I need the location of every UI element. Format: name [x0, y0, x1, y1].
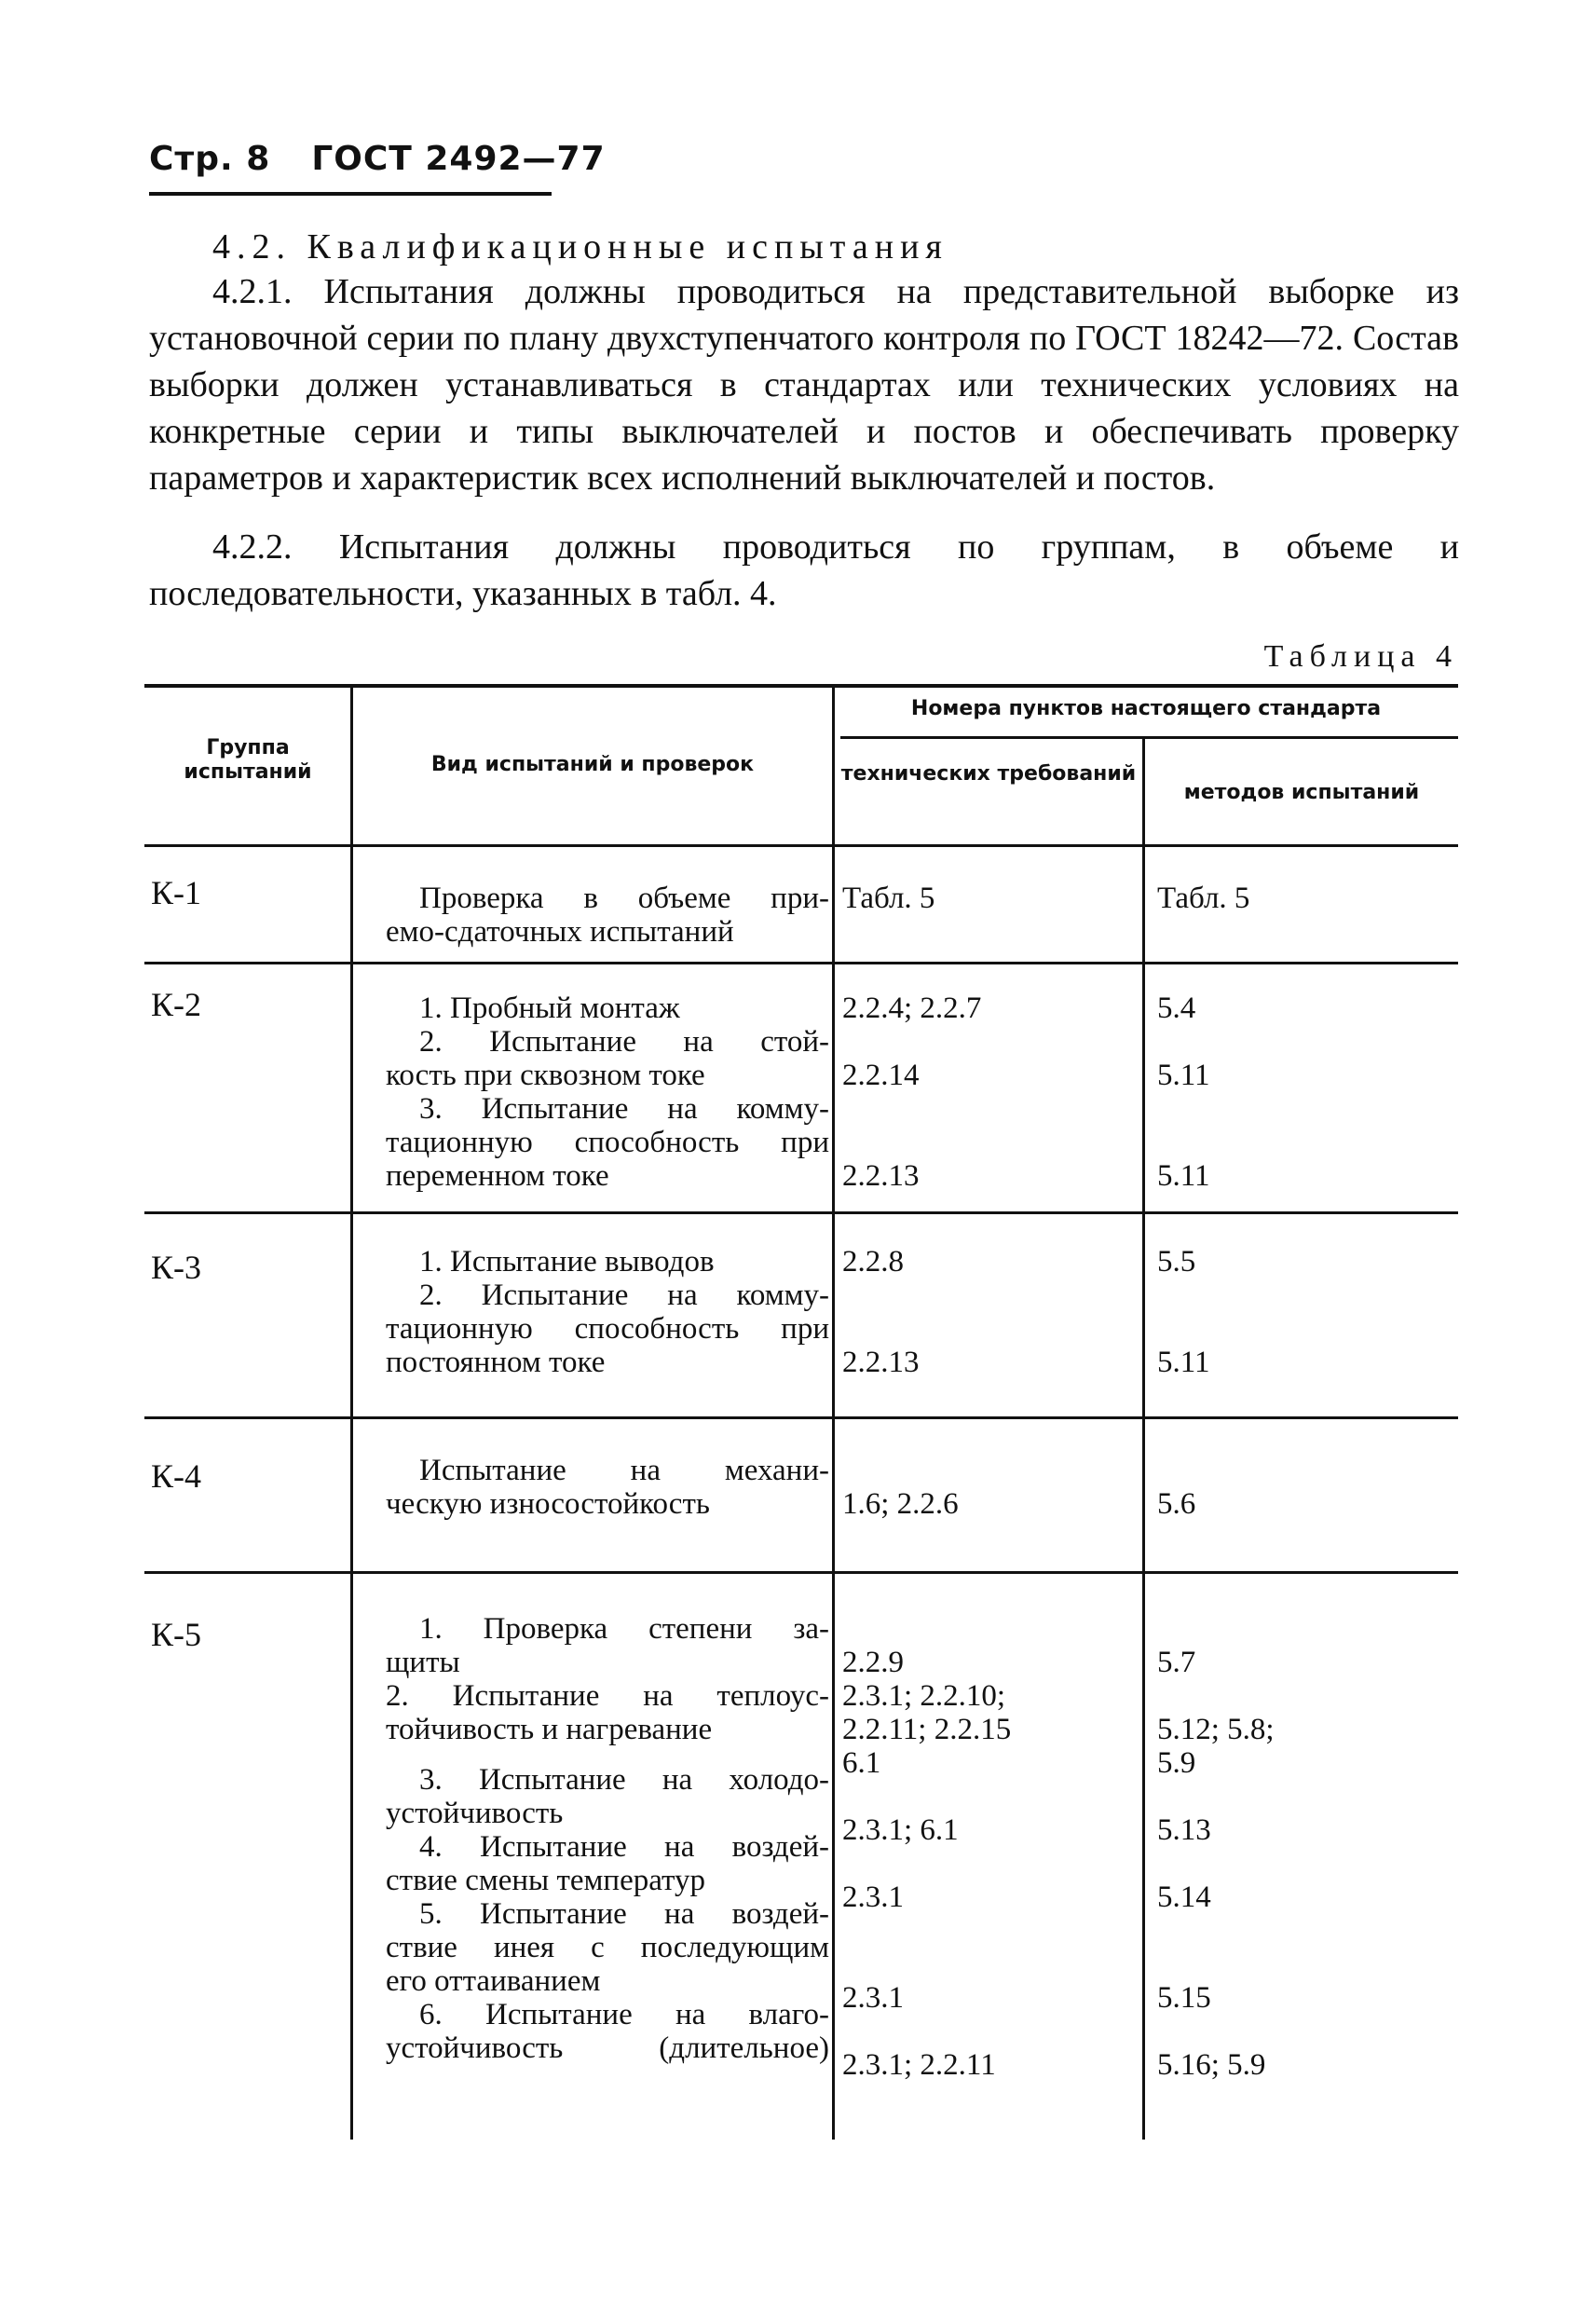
tech-clause: 2.2.8 [842, 1245, 904, 1279]
header-bottom-rule [144, 844, 1458, 847]
header-tech: технических требований [840, 762, 1137, 786]
header-methods: методов испытаний [1183, 781, 1420, 804]
row-rule [144, 1571, 1458, 1574]
tech-clause: 2.2.14 [842, 1059, 920, 1092]
section-heading: 4.2. Квалификационные испытания [212, 227, 948, 267]
method-clause: 5.15 [1157, 1981, 1211, 2015]
paragraph-4-2-1: 4.2.1. Испытания должны проводиться на представительной выборке из установочной серии по плану двухступенчатого контроля по ГОСТ 18242—72. Состав выборки должен устанавливаться в стандартах или технических условиях на конкретные серии и типы выключателей и постов и обеспечивать проверку параметров и характеристик всех исполнений выключателей и постов. [149, 272, 1459, 498]
method-clause: Табл. 5 [1157, 882, 1250, 915]
group-label: К-2 [151, 986, 201, 1023]
tech-clause: 2.2.11; 2.2.15 [842, 1713, 1012, 1746]
tech-clause: 2.2.13 [842, 1346, 920, 1379]
header-rule [149, 192, 552, 196]
method-clause: 5.13 [1157, 1813, 1211, 1847]
method-clause: 5.6 [1157, 1487, 1196, 1521]
table-top-rule [144, 684, 1458, 688]
tech-clause: 2.3.1; 6.1 [842, 1813, 959, 1847]
header-clauses: Номера пунктов настоящего стандарта [910, 697, 1382, 720]
method-clause: 5.11 [1157, 1159, 1210, 1193]
tech-clause: Табл. 5 [842, 882, 935, 915]
page-header [149, 140, 606, 178]
test-description: 1. Испытание выводов 2. Испытание на комму- тационную способность при постоянном токе [386, 1245, 829, 1379]
test-description: 1. Пробный монтаж 2. Испытание на стой- кость при сквозном токе 3. Испытание на комму- тационную способность при переменном токе [386, 991, 829, 1193]
column-rule [350, 686, 353, 2140]
row-rule [144, 962, 1458, 964]
method-clause: 5.5 [1157, 1245, 1196, 1279]
tech-clause: 2.2.4; 2.2.7 [842, 991, 982, 1025]
tech-clause: 2.3.1 [842, 1981, 904, 2015]
test-description: 1. Проверка степени за- щиты 2. Испытание на теплоус- тойчивость и нагревание 3. Испытание на холодо- устойчивость 4. Испытание на воздей- ствие смены температур 5. Испытание на воздей- ствие инея с последующим его оттаиванием 6. Испытание на влаго- устойчивость (длительное) [386, 1612, 829, 2065]
test-description: Испытание на механи- ческую износостойкость [386, 1454, 829, 1521]
tech-clause: 2.2.9 [842, 1646, 904, 1679]
header-split-rule [840, 736, 1458, 739]
header-kind: Вид испытаний и проверок [430, 753, 755, 776]
group-label: К-1 [151, 874, 201, 911]
table-caption: Таблица 4 [1263, 639, 1458, 674]
tech-clause: 2.3.1 [842, 1880, 904, 1914]
group-label: К-3 [151, 1249, 201, 1286]
standard-number: ГОСТ 2492—77 [311, 140, 606, 178]
page-number: Стр. 8 [149, 140, 271, 178]
tech-clause: 2.2.13 [842, 1159, 920, 1193]
test-description: Проверка в объеме при- емо-сдаточных испытаний [386, 882, 829, 949]
paragraph-4-2-2: 4.2.2. Испытания должны проводиться по группам, в объеме и последовательности, указанных в табл. 4. [149, 527, 1459, 613]
method-clause: 5.14 [1157, 1880, 1211, 1914]
tech-clause: 1.6; 2.2.6 [842, 1487, 959, 1521]
row-rule [144, 1211, 1458, 1214]
header-group: Группа испытаний [184, 736, 312, 784]
column-rule [832, 686, 835, 2140]
group-label: К-5 [151, 1616, 201, 1653]
row-rule [144, 1416, 1458, 1419]
method-clause: 5.11 [1157, 1059, 1210, 1092]
group-label: К-4 [151, 1457, 201, 1495]
method-clause: 5.16; 5.9 [1157, 2048, 1266, 2082]
method-clause: 5.7 [1157, 1646, 1196, 1679]
method-clause: 5.12; 5.8; [1157, 1713, 1275, 1746]
method-clause: 5.9 [1157, 1746, 1196, 1780]
tech-clause: 2.3.1; 2.2.10; [842, 1679, 1006, 1713]
method-clause: 5.4 [1157, 991, 1196, 1025]
method-clause: 5.11 [1157, 1346, 1210, 1379]
column-rule [1142, 738, 1145, 2140]
tech-clause: 6.1 [842, 1746, 881, 1780]
tech-clause: 2.3.1; 2.2.11 [842, 2048, 996, 2082]
